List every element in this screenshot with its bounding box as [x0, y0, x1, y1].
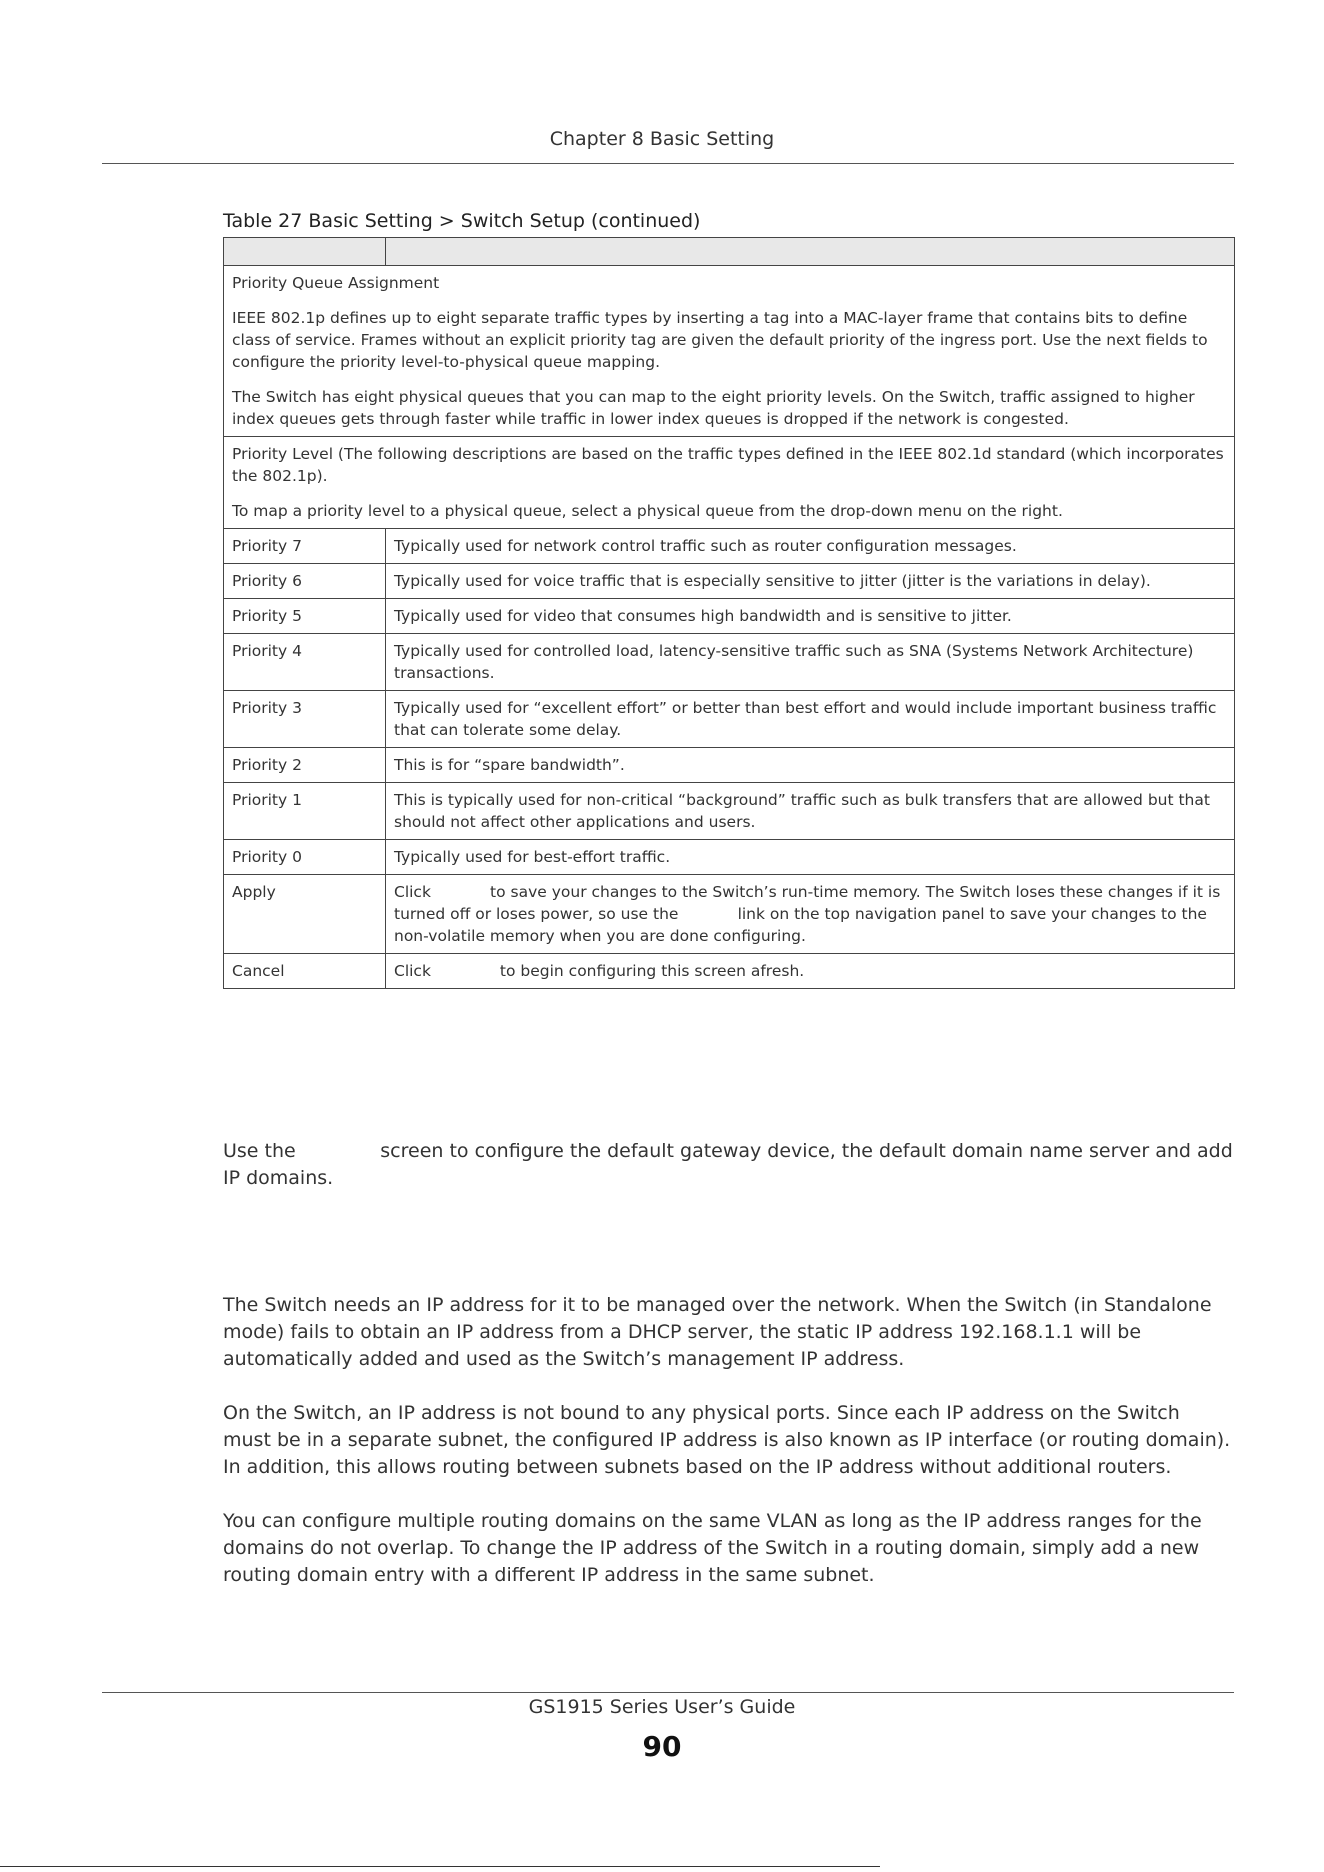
row-label: Priority 6	[224, 564, 386, 599]
row-label: Priority 2	[224, 748, 386, 783]
row-label: Cancel	[224, 954, 386, 989]
header-cell-description	[386, 238, 1235, 266]
row-label: Priority 0	[224, 840, 386, 875]
table-row	[224, 748, 1235, 783]
priority-queue-section	[224, 266, 1235, 437]
table-row	[224, 691, 1235, 748]
row-description: Typically used for video that consumes high bandwidth and is sensitive to jitter.	[386, 599, 1235, 634]
row-label: Priority 4	[224, 634, 386, 691]
body-paragraph: On the Switch, an IP address is not bound to any physical ports. Since each IP address on the Switch must be in a separate subnet, the configured IP address is also known as IP interface (or routing domain). In addition, this allows routing between subnets based on the IP address without additional routers.	[223, 1402, 1231, 1478]
row-label: Priority 1	[224, 783, 386, 840]
body-section	[223, 1292, 1233, 1589]
section-title: Priority Queue Assignment	[232, 274, 440, 292]
section-paragraph: To map a priority level to a physical queue, select a physical queue from the drop-down menu on the right.	[232, 502, 1063, 520]
row-description: This is for “spare bandwidth”.	[386, 748, 1235, 783]
section-paragraph: Priority Level (The following descriptions are based on the traffic types defined in the IEEE 802.1d standard (which incorporates the 802.1p).	[232, 445, 1224, 485]
settings-table	[223, 237, 1235, 989]
table-row	[224, 529, 1235, 564]
row-description: Typically used for “excellent effort” or better than best effort and would include important business traffic that can tolerate some delay.	[386, 691, 1235, 748]
priority-level-section-row	[224, 437, 1235, 529]
table-row	[224, 875, 1235, 954]
row-description: This is typically used for non-critical “background” traffic such as bulk transfers that are allowed but that should not affect other applications and users.	[386, 783, 1235, 840]
row-description: Typically used for controlled load, latency-sensitive traffic such as SNA (Systems Network Architecture) transactions.	[386, 634, 1235, 691]
scan-edge-line	[0, 1866, 880, 1867]
footer-rule	[102, 1692, 1234, 1693]
table-header-row	[224, 238, 1235, 266]
table-row	[224, 634, 1235, 691]
row-description: Typically used for voice traffic that is especially sensitive to jitter (jitter is the variations in delay).	[386, 564, 1235, 599]
priority-queue-section-row	[224, 266, 1235, 437]
priority-level-section	[224, 437, 1235, 529]
row-label: Apply	[224, 875, 386, 954]
table-row	[224, 564, 1235, 599]
row-label: Priority 7	[224, 529, 386, 564]
intro-paragraph	[223, 1138, 1239, 1192]
row-label: Priority 3	[224, 691, 386, 748]
header-rule	[102, 163, 1234, 164]
table-caption: Table 27 Basic Setting > Switch Setup (continued)	[223, 210, 701, 232]
row-label: Priority 5	[224, 599, 386, 634]
section-paragraph: The Switch has eight physical queues that you can map to the eight priority levels. On the Switch, traffic assigned to higher index queues gets through faster while traffic in lower index queues is dropped if the network is congested.	[232, 388, 1195, 428]
row-description: Click to begin configuring this screen afresh.	[386, 954, 1235, 989]
row-description: Click to save your changes to the Switch’s run-time memory. The Switch loses these changes if it is turned off or loses power, so use the link on the top navigation panel to save your changes to the non-volatile memory when you are done configuring.	[386, 875, 1235, 954]
body-paragraph: The Switch needs an IP address for it to be managed over the network. When the Switch (in Standalone mode) fails to obtain an IP address from a DHCP server, the static IP address 192.168.1.1 will be automatically added and used as the Switch’s management IP address.	[223, 1294, 1212, 1370]
body-paragraph: Use the screen to configure the default gateway device, the default domain name server and add IP domains.	[223, 1140, 1239, 1189]
section-paragraph: IEEE 802.1p defines up to eight separate traffic types by inserting a tag into a MAC-layer frame that contains bits to define class of service. Frames without an explicit priority tag are given the default priority of the ingress port. Use the next fields to configure the priority level-to-physical queue mapping.	[232, 309, 1208, 371]
table-row	[224, 954, 1235, 989]
page-footer: GS1915 Series User’s Guide	[528, 1696, 796, 1718]
body-paragraph: You can configure multiple routing domains on the same VLAN as long as the IP address ranges for the domains do not overlap. To change the IP address of the Switch in a routing domain, simply add a new routing domain entry with a different IP address in the same subnet.	[223, 1510, 1202, 1586]
row-description: Typically used for best-effort traffic.	[386, 840, 1235, 875]
page-header: Chapter 8 Basic Setting	[549, 128, 775, 150]
page-number: 90	[642, 1730, 682, 1763]
table-row	[224, 599, 1235, 634]
header-cell-label	[224, 238, 386, 266]
row-description: Typically used for network control traffic such as router configuration messages.	[386, 529, 1235, 564]
table-row	[224, 840, 1235, 875]
table-row	[224, 783, 1235, 840]
